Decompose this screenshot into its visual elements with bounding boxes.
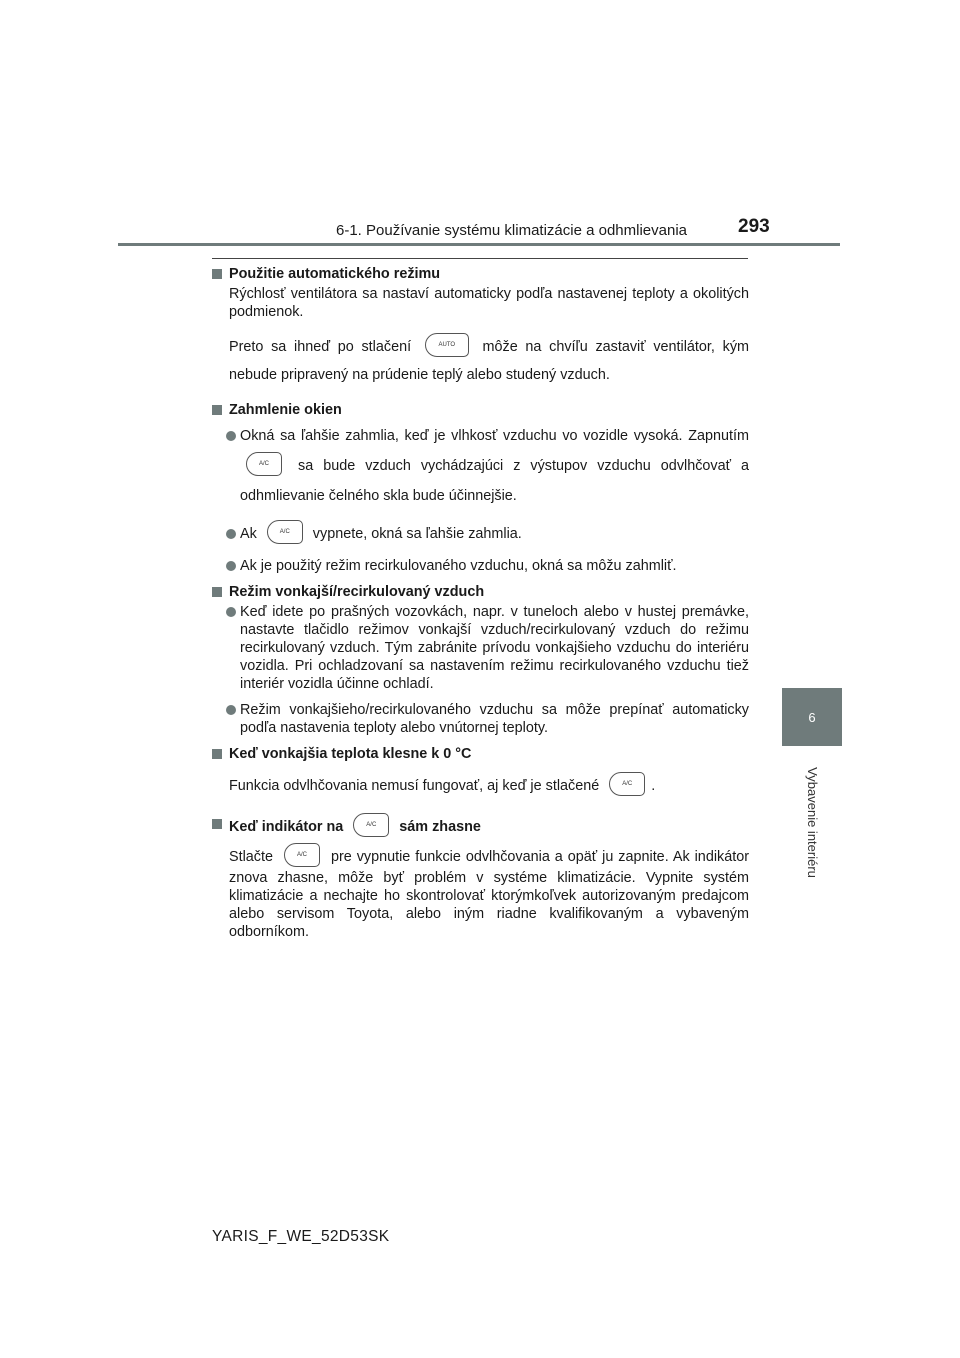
round-bullet-icon bbox=[226, 529, 236, 539]
heading-auto-mode: Použitie automatického režimu bbox=[212, 265, 749, 283]
square-bullet-icon bbox=[212, 587, 222, 597]
heading-indicator: Keď indikátor na A/C sám zhasne bbox=[212, 815, 749, 839]
round-bullet-icon bbox=[226, 431, 236, 441]
round-bullet-icon bbox=[226, 705, 236, 715]
bullet-recirc-1: Keď idete po prašných vozovkách, napr. v tuneloch alebo v hustej premávke, nastavte tlačidlo režimov vonkajší vzduch/recirkulovaný vzduch do režimu recirkulovaný vzduch. Tým zabránite prívodu vonkajšieho vzduchu do interiéru vozidla. Pri ochladzovaní sa nastavením režimu recirkulovaného vzduchu tiež interiér vozidla účinne ochladí. bbox=[212, 603, 749, 693]
ac-button-icon: A/C bbox=[609, 772, 645, 796]
document-code: YARIS_F_WE_52D53SK bbox=[212, 1228, 390, 1245]
paragraph-auto-1: Rýchlosť ventilátora sa nastaví automaticky podľa nastavenej teploty a okolitých podmienok. bbox=[229, 286, 749, 320]
bullet-fogging-1: Okná sa ľahšie zahmlia, keď je vlhkosť vzduchu vo vozidle vysoká. Zapnutím A/C sa bude vzduch vychádzajúci z výstupov vzduchu odvlhčovať a odhmlievanie čelného skla bude účinnejšie. bbox=[212, 421, 749, 511]
heading-fogging: Zahmlenie okien bbox=[212, 401, 749, 419]
chapter-label bbox=[782, 752, 842, 892]
square-bullet-icon bbox=[212, 819, 222, 829]
chapter-label-text: Vybavenie interiéru bbox=[804, 766, 820, 878]
paragraph-auto-2: Preto sa ihneď po stlačení AUTO môže na chvíľu zastaviť ventilátor, kým nebude pripravený na prúdenie teplý alebo studený vzduch. bbox=[212, 333, 749, 389]
ac-button-icon: A/C bbox=[353, 813, 389, 837]
square-bullet-icon bbox=[212, 269, 222, 279]
header-rule bbox=[118, 243, 840, 246]
content-top-rule bbox=[212, 258, 748, 259]
ac-button-icon: A/C bbox=[246, 452, 282, 476]
ac-button-icon: A/C bbox=[267, 520, 303, 544]
heading-recirc: Režim vonkajší/recirkulovaný vzduch bbox=[212, 583, 749, 601]
round-bullet-icon bbox=[226, 607, 236, 617]
square-bullet-icon bbox=[212, 405, 222, 415]
auto-button-icon: AUTO bbox=[425, 333, 469, 357]
bullet-recirc-2: Režim vonkajšieho/recirkulovaného vzduchu sa môže prepínať automaticky podľa nastavenia teploty alebo vnútornej teploty. bbox=[212, 701, 749, 737]
bullet-fogging-3: Ak je použitý režim recirkulovaného vzduchu, okná sa môžu zahmliť. bbox=[212, 557, 749, 575]
heading-cold: Keď vonkajšia teplota klesne k 0 °C bbox=[212, 745, 749, 763]
page-number: 293 bbox=[738, 216, 770, 237]
bullet-fogging-2: Ak A/C vypnete, okná sa ľahšie zahmlia. bbox=[212, 519, 749, 549]
page-content bbox=[212, 265, 749, 953]
paragraph-cold: Funkcia odvlhčovania nemusí fungovať, aj keď je stlačené A/C . bbox=[212, 769, 749, 803]
round-bullet-icon bbox=[226, 561, 236, 571]
square-bullet-icon bbox=[212, 749, 222, 759]
chapter-number: 6 bbox=[808, 709, 816, 725]
chapter-tab bbox=[782, 688, 842, 746]
section-header-title: 6-1. Používanie systému klimatizácie a odhmlievania bbox=[336, 222, 687, 239]
paragraph-indicator: Stlačte A/C pre vypnutie funkcie odvlhčovania a opäť ju zapnite. Ak indikátor znova zhasne, môže byť problém v systéme klimatizácie. Vypnite systém klimatizácie a nechajte ho skontrolovať ktorýmkoľvek autorizovaným predajcom alebo servisom Toyota, alebo iným riadne kvalifikovaným a vybaveným odborníkom. bbox=[212, 845, 749, 941]
ac-button-icon: A/C bbox=[284, 843, 320, 867]
